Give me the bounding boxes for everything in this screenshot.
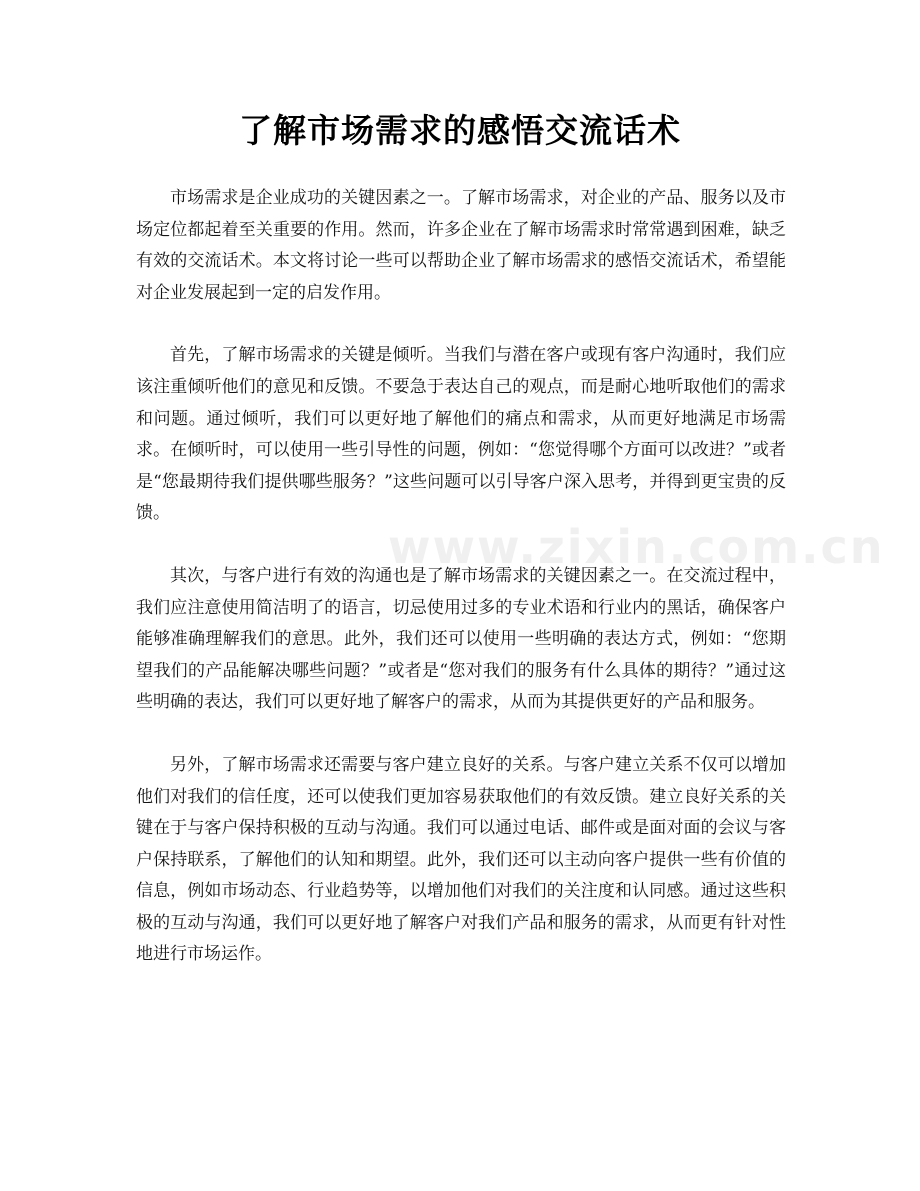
watermark: www.zixin.com.cn <box>388 520 885 574</box>
paragraph-communication: 其次，与客户进行有效的沟通也是了解市场需求的关键因素之一。在交流过程中，我们应注意使用简洁明了的语言，切忌使用过多的专业术语和行业内的黑话，确保客户能够准确理解我们的意思。此外，我们还可以使用一些明确的表达方式，例如：“您期望我们的产品能解决哪些问题？”或者是“您对我们的服务有什么具体的期待？”通过这些明确的表达，我们可以更好地了解客户的需求，从而为其提供更好的产品和服务。 <box>136 565 786 713</box>
paragraph-listening: 首先，了解市场需求的关键是倾听。当我们与潜在客户或现有客户沟通时，我们应该注重倾听他们的意见和反馈。不要急于表达自己的观点，而是耐心地听取他们的需求和问题。通过倾听，我们可以更好地了解他们的痛点和需求，从而更好地满足市场需求。在倾听时，可以使用一些引导性的问题，例如：“您觉得哪个方面可以改进？”或者是“您最期待我们提供哪些服务？”这些问题可以引导客户深入思考，并得到更宝贵的反馈。 <box>136 345 786 524</box>
paragraph-relationship: 另外，了解市场需求还需要与客户建立良好的关系。与客户建立关系不仅可以增加他们对我们的信任度，还可以使我们更加容易获取他们的有效反馈。建立良好关系的关键在于与客户保持积极的互动与沟通。我们可以通过电话、邮件或是面对面的会议与客户保持联系，了解他们的认知和期望。此外，我们还可以主动向客户提供一些有价值的信息，例如市场动态、行业趋势等，以增加他们对我们的关注度和认同感。通过这些积极的互动与沟通，我们可以更好地了解客户对我们产品和服务的需求，从而更有针对性地进行市场运作。 <box>136 754 786 965</box>
paragraph-intro: 市场需求是企业成功的关键因素之一。了解市场需求，对企业的产品、服务以及市场定位都起着至关重要的作用。然而，许多企业在了解市场需求时常常遇到困难，缺乏有效的交流话术。本文将讨论一些可以帮助企业了解市场需求的感悟交流话术，希望能对企业发展起到一定的启发作用。 <box>136 188 786 303</box>
document-title: 了解市场需求的感悟交流话术 <box>239 111 681 150</box>
document-body <box>136 183 885 1002</box>
